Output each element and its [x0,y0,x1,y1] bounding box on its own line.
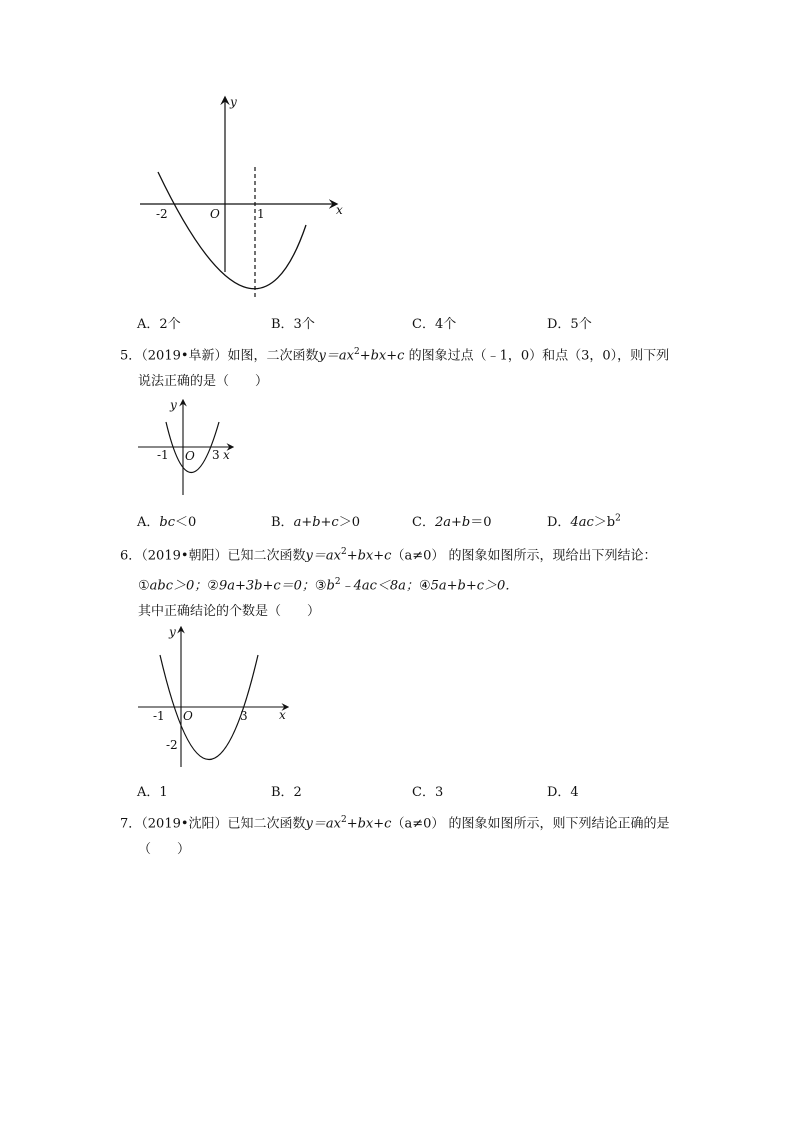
question-text: 的图象如图所示，则下列结论正确的是 [448,816,670,832]
parabola-figure-1 [130,92,360,307]
origin-label: O [210,207,220,221]
option-b[interactable]: B．3个 [271,317,315,332]
option-c[interactable]: C．3 [412,785,444,800]
origin-label: O [183,709,193,723]
question-number: 5． [120,348,142,364]
question-number: 6． [120,548,142,564]
question-source: （2019•沈阳）已知二次函数 [141,816,306,832]
option-d-prefix: D． [547,515,571,530]
option-a[interactable]: A．1 [137,785,168,800]
question-text-line2: 说法正确的是（ ） [138,374,269,389]
question-text: 的图象过点（﹣1，0）和点（3，0），则下列 [408,348,670,364]
conclusion-1-num: ① [138,578,150,594]
question-text-line3: 其中正确结论的个数是（ ） [138,604,321,619]
conclusion-3-num: ③ [314,578,327,594]
y-axis-label: y [230,95,237,109]
func-sup: 2 [340,547,347,557]
conclusion-4-num: ④ [418,578,431,594]
tick-label-neg1: -1 [157,448,169,462]
option-d[interactable] [547,511,621,530]
question-text: 的图象如图所示，现给出下列结论： [448,548,657,564]
condition: （a≠0） [391,548,445,564]
func-sup: 2 [340,815,347,825]
conclusion-3b: ﹣4ac＜8a； [340,578,419,594]
func-expr-tail: +bx+c [346,816,392,832]
tick-label-3: 3 [240,709,248,723]
conclusion-3a: b [326,578,335,594]
conclusion-3-sup: 2 [334,577,341,587]
option-a[interactable]: A．2个 [137,317,181,332]
tick-label-3: 3 [212,448,220,462]
conclusion-1: abc＞0； [149,578,208,594]
option-d-sup: 2 [615,513,621,524]
y-axis-label: y [170,398,177,412]
option-c-rel: ＝0 [470,515,492,530]
x-axis-label: x [223,448,230,462]
option-a-rel: ＜0 [175,515,197,530]
tick-label-neg1: -1 [153,709,165,723]
tick-label-neg2: -2 [156,207,168,221]
option-a-expr: bc [159,515,175,530]
func-expr-tail: +bx+c [346,548,392,564]
option-b-prefix: B． [271,515,294,530]
x-axis-label: x [336,203,343,217]
tick-label-1: 1 [257,207,265,221]
option-b[interactable] [271,511,360,530]
x-axis-label: x [279,708,286,722]
conclusion-4: 5a+b+c＞0． [430,578,519,594]
conclusion-2: 9a+3b+c＝0； [218,578,315,594]
tick-label-neg2: -2 [166,738,178,752]
option-c[interactable] [412,511,491,530]
question-source: （2019•阜新）如图，二次函数 [141,348,319,364]
func-expr: y＝ax [305,548,341,564]
parabola-curve [158,172,306,289]
parabola-figure-3 [130,622,300,772]
option-c-expr: 2a+b [434,515,471,530]
func-expr: y＝ax [318,348,354,364]
option-b[interactable]: B．2 [271,785,302,800]
option-b-expr: a+b+c [293,515,339,530]
condition: （a≠0） [391,816,445,832]
question-source: （2019•朝阳）已知二次函数 [141,548,306,564]
y-axis-label: y [169,625,176,639]
option-c[interactable]: C．4个 [412,317,457,332]
option-a-prefix: A． [137,515,160,530]
func-sup: 2 [353,347,360,357]
option-d[interactable]: D．5个 [547,317,592,332]
option-d-expr: 4ac [570,515,594,530]
func-expr: y＝ax [305,816,341,832]
option-d-rel: ＞b [593,515,616,530]
question-number: 7． [120,816,142,832]
origin-label: O [185,449,195,463]
conclusion-2-num: ② [207,578,219,594]
option-b-rel: ＞0 [338,515,360,530]
question-text-line2: （ ） [138,842,191,857]
parabola-figure-2 [130,395,250,505]
func-expr-tail: +bx+c [359,348,405,364]
option-a[interactable] [137,511,196,530]
option-d[interactable]: D．4 [547,785,579,800]
option-c-prefix: C． [412,515,435,530]
